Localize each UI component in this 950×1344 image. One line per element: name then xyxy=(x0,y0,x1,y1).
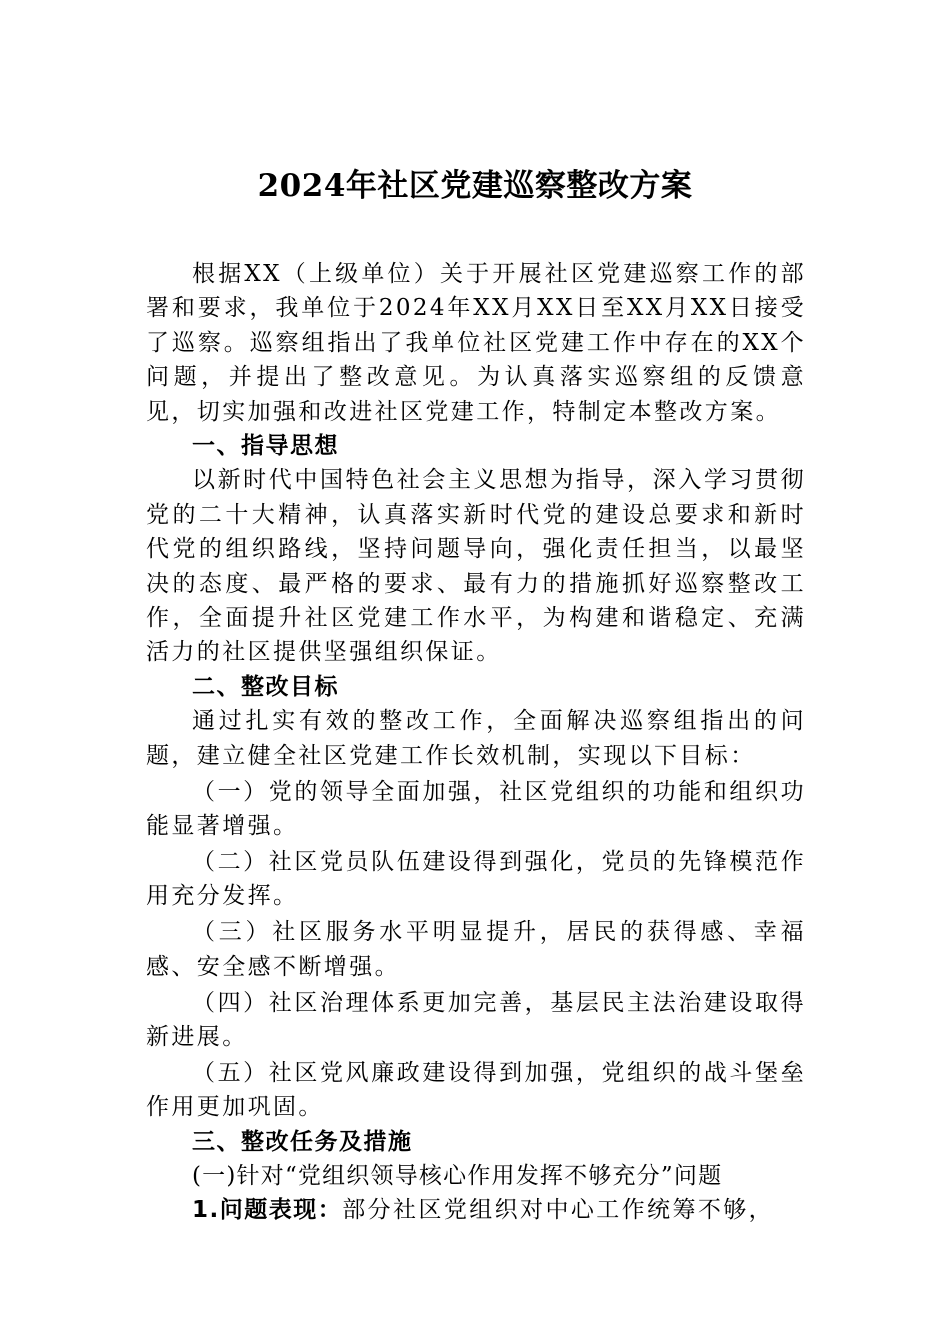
subsection-heading: (一)针对“党组织领导核心作用发挥不够充分”问题 xyxy=(192,1163,723,1190)
goal-item: （一）党的领导全面加强，社区党组织的功能和组织功能显著增强。 xyxy=(146,778,806,839)
intro-paragraph: 根据XX（上级单位）关于开展社区党建巡察工作的部署和要求，我单位于2024年XX月XX日至XX月XX日接受了巡察。巡察组指出了我单位社区党建工作中存在的XX个问题，并提出了整改意见。为认真落实巡察组的反馈意见，切实加强和改进社区党建工作，特制定本整改方案。 xyxy=(146,261,806,425)
section-paragraph-goals: 通过扎实有效的整改工作，全面解决巡察组指出的问题，建立健全社区党建工作长效机制，实现以下目标： xyxy=(146,708,806,769)
goal-item: （五）社区党风廉政建设得到加强，党组织的战斗堡垒作用更加巩固。 xyxy=(146,1059,806,1121)
goal-item: （四）社区治理体系更加完善，基层民主法治建设取得新进展。 xyxy=(146,989,806,1050)
section-heading-tasks: 三、整改任务及措施 xyxy=(192,1128,413,1155)
section-heading-goals: 二、整改目标 xyxy=(192,673,339,700)
item-text: 部分社区党组织对中心工作统筹不够， xyxy=(342,1197,775,1224)
goal-item: （二）社区党员队伍建设得到强化，党员的先锋模范作用充分发挥。 xyxy=(146,848,806,910)
item-label: 1.问题表现： xyxy=(192,1197,343,1224)
document-body xyxy=(146,257,806,1228)
section-heading-guiding-ideology: 一、指导思想 xyxy=(192,433,339,460)
section-paragraph-guiding-ideology: 以新时代中国特色社会主义思想为指导，深入学习贯彻党的二十大精神，认真落实新时代党的建设总要求和新时代党的组织路线，坚持问题导向，强化责任担当，以最坚决的态度、最严格的要求、最有力的措施抓好巡察整改工作，全面提升社区党建工作水平，为构建和谐稳定、充满活力的社区提供坚强组织保证。 xyxy=(146,467,806,666)
document-title: 2024年社区党建巡察整改方案 xyxy=(257,168,693,204)
goal-item: （三）社区服务水平明显提升，居民的获得感、幸福感、安全感不断增强。 xyxy=(146,919,806,980)
item-paragraph xyxy=(146,1193,806,1227)
